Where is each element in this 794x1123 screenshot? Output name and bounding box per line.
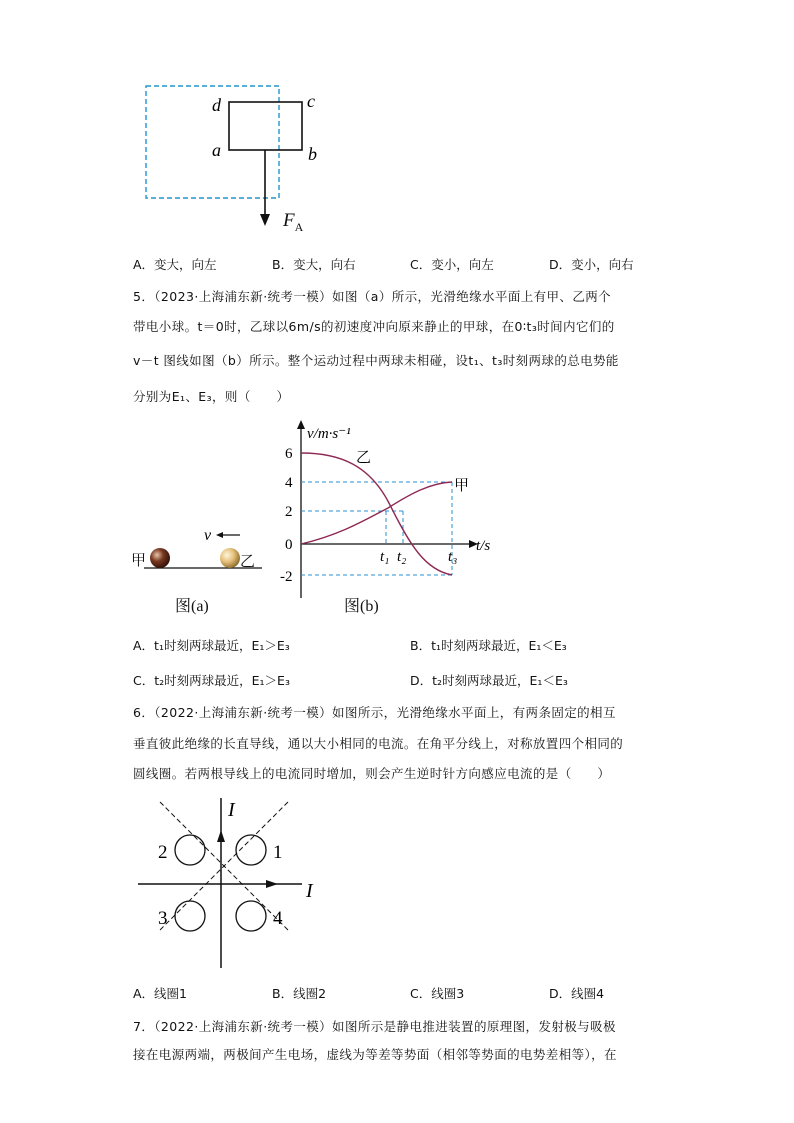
coil-4 [236, 901, 266, 931]
y-tick-2: 2 [285, 504, 293, 520]
q6-option-a[interactable]: A．线圈1 [133, 986, 188, 1001]
q4-option-c[interactable]: C．变小，向左 [410, 257, 494, 272]
x-tick-t3: t₃ [448, 549, 458, 565]
q5-stem-line1: 5．（2023·上海浦东新·统考一模）如图（a）所示，光滑绝缘水平面上有甲、乙两个 [133, 289, 612, 304]
y-tick-0: 0 [285, 537, 293, 553]
y-tick-6: 6 [285, 446, 293, 462]
velocity-label: v [204, 527, 212, 544]
x-tick-t2: t₂ [397, 549, 407, 565]
coil-label-4: 4 [273, 908, 283, 929]
curve-label-jia: 甲 [454, 478, 470, 494]
q4-option-a[interactable]: A．变大，向左 [133, 257, 217, 272]
current-label-horizontal: I [306, 880, 313, 902]
label-b: b [308, 144, 317, 164]
label-d: d [212, 95, 221, 115]
wire-horizontal-arrow [266, 880, 278, 888]
q5-option-a[interactable]: A．t₁时刻两球最近，E₁＞E₃ [133, 638, 290, 653]
vt-graph [280, 420, 510, 600]
q4-option-d[interactable]: D．变小，向右 [549, 257, 634, 272]
q5-stem-line4: 分别为E₁、E₃，则（ ） [133, 389, 290, 404]
q7-stem-line2: 接在电源两端，两极间产生电场，虚线为等差等势面（相邻等势面的电势差相等），在 [133, 1047, 617, 1062]
ball-jia-label: 甲 [131, 551, 147, 569]
coil-label-3: 3 [158, 908, 168, 929]
y-tick-4: 4 [285, 475, 293, 491]
y-axis-arrow [297, 420, 305, 429]
curve-label-yi: 乙 [356, 450, 372, 466]
ball-jia [150, 548, 170, 568]
label-c: c [307, 91, 315, 111]
coil-label-1: 1 [273, 842, 283, 863]
q5-option-b[interactable]: B．t₁时刻两球最近，E₁＜E₃ [410, 638, 567, 653]
q6-stem-line3: 圆线圈。若两根导线上的电流同时增加，则会产生逆时针方向感应电流的是（ ） [133, 766, 611, 781]
coil-2 [175, 835, 205, 865]
force-arrow-head [260, 214, 270, 226]
q6-stem-line1: 6．（2022·上海浦东新·统考一模）如图所示，光滑绝缘水平面上，有两条固定的相互 [133, 705, 616, 720]
curve-jia [301, 482, 452, 544]
x-tick-t1: t₁ [380, 549, 390, 565]
q5-option-d[interactable]: D．t₂时刻两球最近，E₁＜E₃ [410, 673, 568, 688]
current-label-vertical: I [228, 799, 235, 821]
q4-option-b[interactable]: B．变大，向右 [272, 257, 356, 272]
coil-rectangle [229, 102, 302, 150]
q5-stem-line3: v－t 图线如图（b）所示。整个运动过程中两球未相碰，设t₁、t₃时刻两球的总电势能 [133, 353, 619, 368]
q6-option-d[interactable]: D．线圈4 [549, 986, 605, 1001]
fig-b-caption: 图(b) [344, 598, 379, 615]
y-axis-label: v/m·s⁻¹ [307, 426, 351, 442]
q6-figure [130, 790, 330, 970]
ball-yi-label: 乙 [240, 552, 256, 570]
q7-stem-line1: 7．（2022·上海浦东新·统考一模）如图所示是静电推进装置的原理图，发射极与吸极 [133, 1019, 616, 1034]
label-a: a [212, 140, 221, 160]
wire-vertical-arrow [217, 830, 225, 842]
y-tick-m2: -2 [280, 569, 293, 585]
fig-a-caption: 图(a) [175, 598, 209, 615]
q6-stem-line2: 垂直彼此绝缘的长直导线，通以大小相同的电流。在角平分线上，对称放置四个相同的 [133, 736, 624, 751]
q6-option-b[interactable]: B．线圈2 [272, 986, 327, 1001]
q5-option-c[interactable]: C．t₂时刻两球最近，E₁＞E₃ [133, 673, 290, 688]
force-label: $F_A$ [283, 210, 304, 234]
coil-label-2: 2 [158, 842, 168, 863]
x-axis-label: t/s [476, 538, 491, 554]
velocity-arrow-head [216, 532, 223, 538]
q6-option-c[interactable]: C．线圈3 [410, 986, 465, 1001]
ball-yi [220, 548, 240, 568]
q5-stem-line2: 带电小球。t＝0时，乙球以6m/s的初速度冲向原来静止的甲球，在0∶t₃时间内它们的 [133, 319, 615, 334]
coil-3 [175, 901, 205, 931]
